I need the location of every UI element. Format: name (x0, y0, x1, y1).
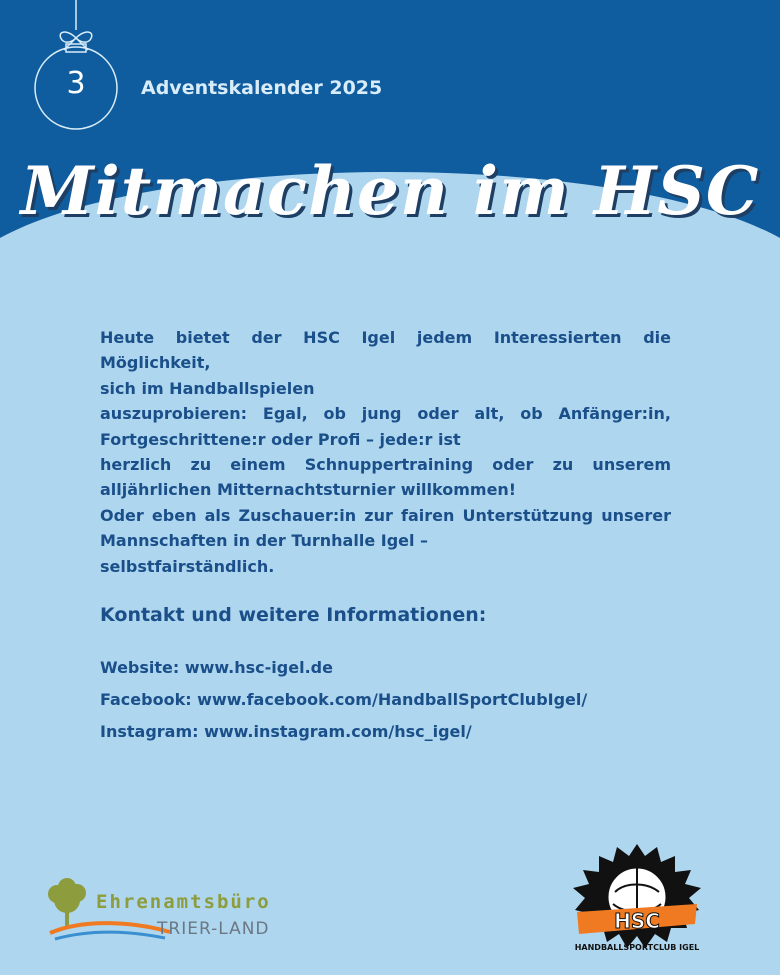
intro-line: alljährlichen Mitternachtsturnier willkommen! (100, 480, 517, 500)
intro-line: auszuprobieren: Egal, ob jung oder alt, ob Anfänger:in, (100, 404, 671, 424)
intro-line: Heute bietet der HSC Igel jedem Interessierten die Möglichkeit, (100, 328, 671, 373)
ehrenamtsbuero-title: Ehrenamtsbüro (96, 891, 271, 913)
page-headline: Mitmachen im HSC (20, 152, 760, 230)
tree-icon (48, 878, 86, 928)
intro-line: herzlich zu einem Schnuppertraining oder zu unserem (100, 455, 671, 475)
website-link[interactable]: Website: www.hsc-igel.de (100, 658, 333, 677)
intro-line: selbstfairständlich. (100, 556, 275, 576)
instagram-link[interactable]: Instagram: www.instagram.com/hsc_igel/ (100, 722, 472, 741)
intro-line: Oder eben als Zuschauer:in zur fairen Unterstützung unserer (100, 505, 671, 525)
intro-line: sich im Handballspielen (100, 378, 315, 398)
hsc-club-logo (567, 842, 707, 954)
advent-day-number: 3 (66, 66, 86, 101)
hsc-logo-ring-text: HANDBALLSPORTCLUB IGEL (574, 943, 700, 952)
intro-paragraph (100, 325, 671, 579)
hsc-logo-text: HSC (614, 909, 660, 933)
contact-heading: Kontakt und weitere Informationen: (100, 604, 487, 626)
intro-line: Fortgeschrittene:r oder Profi – jede:r ist (100, 429, 461, 449)
intro-line: Mannschaften in der Turnhalle Igel – (100, 531, 429, 551)
advent-calendar-title: Adventskalender 2025 (141, 77, 383, 99)
facebook-link[interactable]: Facebook: www.facebook.com/HandballSportClubIgel/ (100, 690, 588, 709)
ehrenamtsbuero-subtitle: TRIER-LAND (157, 919, 270, 939)
